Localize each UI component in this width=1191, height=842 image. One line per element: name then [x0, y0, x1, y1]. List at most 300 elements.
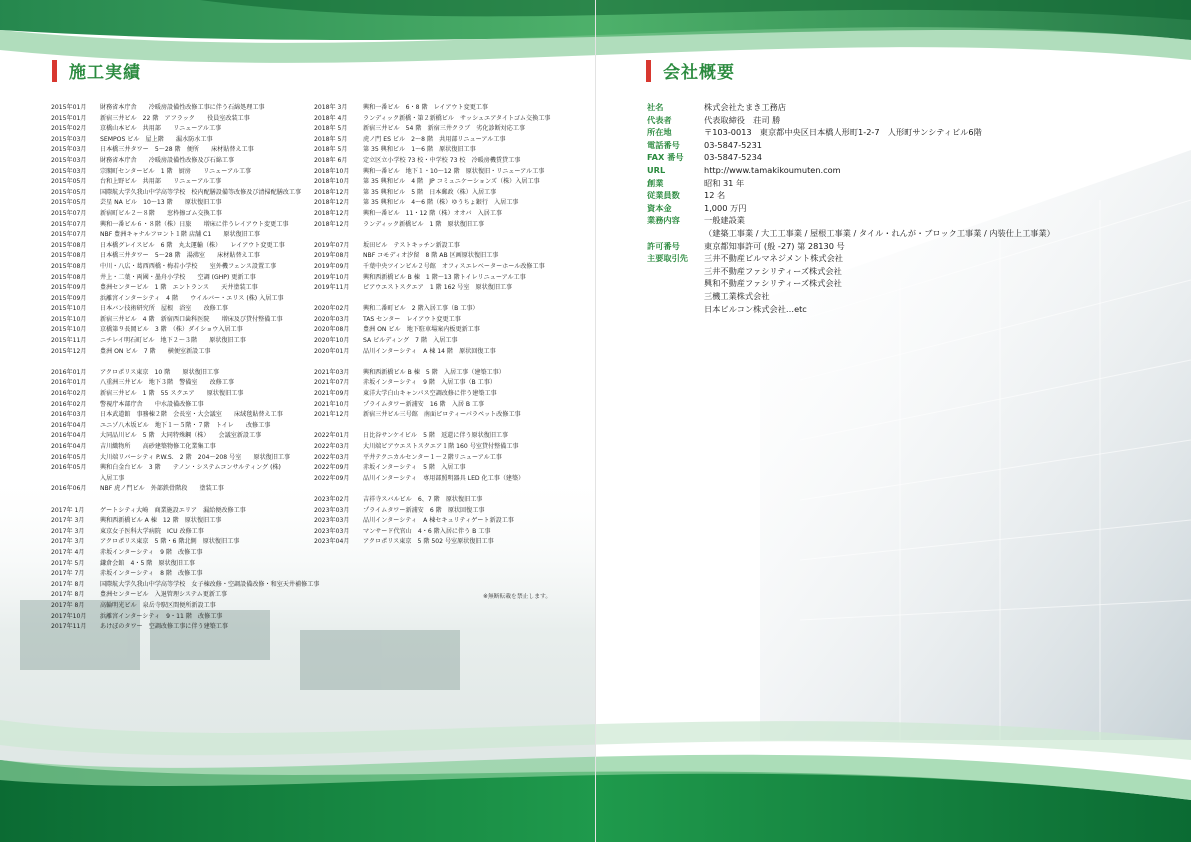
works-list-item — [314, 209, 550, 220]
works-date: 2015年05月 — [51, 188, 87, 196]
company-profile-row — [647, 101, 1055, 114]
works-list-item — [314, 474, 550, 485]
works-list-item — [314, 389, 550, 400]
works-list-item — [314, 315, 550, 326]
works-list-item — [51, 516, 319, 527]
company-profile-label: 主要取引先 — [647, 253, 688, 264]
works-list-item — [51, 283, 319, 294]
works-description: 芸星 NA ビル 10～13 階 原状復旧工事 — [100, 199, 222, 207]
works-list-item — [314, 325, 550, 336]
works-description: 京橋山本ビル 共用部 リニューアル工事 — [100, 125, 222, 133]
works-description: アクロポリス東京 5 階・6 階北側 原状復旧工事 — [100, 538, 240, 546]
works-description: 中川・八広・葛西西橋・梅若小学校 室外機フェンス設置工事 — [100, 262, 277, 270]
works-date: 2015年10月 — [51, 315, 87, 323]
works-date: 2021年10月 — [314, 400, 350, 408]
company-profile-value-line: 12 名 — [704, 190, 726, 201]
works-date: 2020年01月 — [314, 347, 350, 355]
works-date: 2017年 8月 — [51, 601, 85, 609]
works-list-item — [314, 506, 550, 517]
company-profile-value — [704, 240, 845, 253]
works-description: 品川インターシティ 専用部照明器具 LED 化工事（建築） — [363, 474, 525, 482]
company-profile-label: 社名 — [647, 102, 664, 112]
works-description: 品川インターシティ A 棟 14 階 原状回復工事 — [363, 347, 496, 355]
works-list-item — [314, 453, 550, 464]
works-description: 第 35 興和ビル 1～6 階 原状復旧工事 — [363, 146, 476, 154]
works-date: 2018年 5月 — [314, 135, 348, 143]
works-date: 2018年12月 — [314, 220, 350, 228]
company-profile-value — [704, 114, 780, 127]
works-list-item — [314, 527, 550, 538]
works-date: 2015年07月 — [51, 231, 87, 239]
works-description: 興和一番ビル 11・12 階（株）オオバ 入居工事 — [363, 209, 503, 217]
works-list-item — [314, 537, 550, 548]
works-date: 2015年03月 — [51, 167, 87, 175]
works-description: ランディック新橋ビル 1 階 原状復旧工事 — [363, 220, 485, 228]
works-date: 2022年03月 — [314, 453, 350, 461]
company-profile-label: 代表者 — [647, 114, 672, 125]
works-date: 2017年 3月 — [51, 527, 85, 535]
works-list-item — [51, 612, 319, 623]
company-profile-value — [704, 202, 746, 215]
works-date: 2019年09月 — [314, 262, 350, 270]
works-date: 2020年10月 — [314, 337, 350, 345]
works-list-column-2 — [314, 103, 550, 548]
works-date: 2016年06月 — [51, 485, 87, 493]
works-list-item — [51, 463, 319, 474]
works-description: 日本バン技術研究所 屋根 浴室 改修工事 — [100, 305, 228, 313]
works-list-item — [51, 230, 319, 241]
works-description: NBF コモディオ汐留 8 階 AB 区画原状復旧工事 — [363, 252, 499, 260]
company-profile-value-line: 代表取締役 荘司 勝 — [704, 114, 781, 125]
works-list-item — [51, 580, 319, 591]
works-description: 国際航大学久我山中学高等学校 校内配膳設備等改修及び清掃配膳改工事 — [100, 188, 302, 196]
works-list-item — [51, 304, 319, 315]
works-description: 千葉中央ツインビル２号館 オフィスエレベーターホール改修工事 — [363, 262, 545, 270]
works-list-item — [51, 262, 319, 273]
works-list-item — [314, 516, 550, 527]
company-profile-label: 創業 — [647, 177, 664, 188]
company-profile-value-line: 株式会社たまき工務店 — [704, 102, 786, 112]
copyright-note: ※無断転載を禁止します。 — [483, 594, 552, 600]
works-list-item — [51, 559, 319, 570]
works-list-item — [51, 601, 319, 612]
company-profile-value-line: 東京都知事許可 (般 -27) 第 28130 号 — [704, 240, 845, 251]
works-description: 新宿三井ビル 54 階 新宿三井クラブ 劣化診断対応工事 — [363, 125, 526, 133]
works-description: SEMPOS ビル 屋上階 漏水防水工事 — [100, 135, 213, 143]
works-description: 財務省本庁舎 冷暖房設備性改修及び石綿工事 — [100, 156, 235, 164]
works-list-item — [314, 368, 550, 379]
works-list-item — [314, 400, 550, 411]
works-date: 2020年08月 — [314, 326, 350, 334]
works-list-item — [314, 188, 550, 199]
works-date: 2015年10月 — [51, 326, 87, 334]
works-list-item — [314, 283, 550, 294]
works-description: 平井テクニカルセンター１～２階リニューアル工事 — [363, 453, 502, 461]
works-description: アクロポリス東京 10 階 原状復旧工事 — [100, 368, 220, 376]
works-list-item — [51, 124, 319, 135]
works-date: 2015年05月 — [51, 178, 87, 186]
works-list-item — [314, 304, 550, 315]
works-date: 2016年02月 — [51, 390, 87, 398]
works-date: 2023年02月 — [314, 495, 350, 503]
works-description: プライムタワー新浦安 6 階 原状回復工事 — [363, 506, 485, 514]
works-date: 2017年 5月 — [51, 559, 85, 567]
list-spacer — [51, 495, 319, 506]
company-profile-value-line: 興和不動産ファシリティーズ株式会社 — [704, 278, 842, 289]
company-profile-value-line: 〒103-0013 東京都中央区日本橋人形町1-2-7 人形町サンシティビル6階 — [704, 127, 982, 138]
company-profile-value-line: http://www.tamakikoumuten.com — [704, 164, 841, 175]
works-description: 井上・二葉・両國・墨舟小学校 空調 (GHP) 更新工事 — [100, 273, 256, 281]
works-list-item — [51, 537, 319, 548]
works-list-item — [51, 622, 319, 633]
works-description: 日比谷サンケイビル 5 階 返還に伴う原状復旧工事 — [363, 432, 509, 440]
works-description: 東京女子医科大学病院 ICU 改修工事 — [100, 527, 204, 535]
works-list-item — [51, 103, 319, 114]
works-description: 豊洲 ON ビル 7 階 横便室新設工事 — [100, 347, 211, 355]
company-profile-label: FAX 番号 — [647, 152, 684, 163]
works-date: 2018年10月 — [314, 167, 350, 175]
works-description: 新宿町ビル２～８階 窓枠擦ゴム交換工事 — [100, 209, 222, 217]
works-description: マンサード代官山 4・6 階入居に伴う B 工事 — [363, 527, 491, 535]
company-profile-value-line: 03-5847-5234 — [704, 152, 763, 163]
works-date: 2015年11月 — [51, 337, 87, 345]
works-list-item — [51, 198, 319, 209]
works-list-item — [51, 325, 319, 336]
works-date: 2021年12月 — [314, 411, 350, 419]
works-description: 興和一番ビル 地下１・10～12 階 原状復旧・リニューアル工事 — [363, 167, 545, 175]
company-profile-label: 従業員数 — [647, 190, 680, 201]
heading-marker — [646, 60, 651, 82]
works-description: 新宿三井ビル三号館 南面ピロティーパラペット改修工事 — [363, 411, 521, 419]
works-date: 2018年12月 — [314, 209, 350, 217]
works-description: 興和西新橋ビル A 棟 12 階 原状復旧工事 — [100, 517, 222, 525]
works-date: 2017年 3月 — [51, 538, 85, 546]
works-date: 2017年 7月 — [51, 570, 85, 578]
company-profile-label: 電話番号 — [647, 139, 680, 150]
company-profile-row — [647, 114, 1055, 127]
works-description: 興和白金台ビル 3 階 テノン・システムコンサルティング (株) — [100, 464, 281, 472]
works-list-item — [51, 347, 319, 358]
company-profile-value-line: 三機工業株式会社 — [704, 290, 770, 301]
works-list-item — [314, 198, 550, 209]
works-date: 2015年03月 — [51, 135, 87, 143]
works-date: 2019年07月 — [314, 241, 350, 249]
company-profile-value — [704, 164, 841, 177]
works-description: あけぼのタワー 空調改修工事に伴う建築工事 — [100, 623, 228, 631]
list-spacer — [314, 294, 550, 305]
works-list-item — [51, 569, 319, 580]
works-date: 2022年09月 — [314, 474, 350, 482]
works-date: 2015年08月 — [51, 262, 87, 270]
heading-marker — [52, 60, 57, 82]
works-date: 2017年 8月 — [51, 580, 85, 588]
list-spacer — [314, 421, 550, 432]
works-date: 2016年01月 — [51, 368, 87, 376]
works-list-item — [314, 135, 550, 146]
works-date: 2018年 4月 — [314, 114, 348, 122]
works-description: 興和一番ビル６・８階（株）日旅 増床に伴うレイアウト変更工事 — [100, 220, 289, 228]
company-profile-label: 許可番号 — [647, 240, 680, 251]
works-description: 豊洲センタービル 入退管理システム更新工事 — [100, 591, 228, 599]
works-list-item — [51, 378, 319, 389]
works-description: 第 35 興和ビル 5 階 日本郵政（株）入居工事 — [363, 188, 497, 196]
works-description: 京橋第９長岡ビル 3 階 （株）ダイショウ入居工事 — [100, 326, 243, 334]
works-heading — [52, 58, 141, 83]
works-description: ピアウエストスクエア 1 階 162 号室 原状復旧工事 — [363, 284, 513, 292]
works-date: 2015年09月 — [51, 294, 87, 302]
company-profile-value-line: 1,000 万円 — [704, 202, 747, 213]
works-date: 2022年03月 — [314, 443, 350, 450]
works-date: 2023年03月 — [314, 527, 350, 535]
works-description: ニチレイ明石町ビル 地下２～３階 原状復旧工事 — [100, 337, 246, 345]
company-profile-value — [704, 189, 725, 202]
works-date: 2017年11月 — [51, 623, 87, 631]
works-list-item — [314, 336, 550, 347]
works-date: 2015年01月 — [51, 104, 87, 111]
works-list-item — [51, 209, 319, 220]
works-date: 2016年04月 — [51, 432, 87, 440]
works-date: 2017年 1月 — [51, 506, 85, 514]
works-description: 第 35 興和ビル 4 階 JP コミュニケーションズ（株）入居工事 — [363, 178, 540, 186]
works-list-item — [314, 378, 550, 389]
company-profile-row — [647, 151, 1055, 164]
works-list-item — [51, 294, 319, 305]
works-description: NBF 虎ノ門ビル 外部鉄骨階段 塗装工事 — [100, 485, 224, 493]
works-date: 2019年11月 — [314, 284, 350, 292]
works-list-item — [51, 167, 319, 178]
works-description: 興和二番町ビル 2 階入居工事（B 工事） — [363, 305, 479, 313]
works-description: 新宿三井ビル 4 階 新宿西口歯科医院 増床及び貸付整備工事 — [100, 315, 283, 323]
works-date: 2018年12月 — [314, 199, 350, 207]
works-description: 日本橋グレイスビル 6 階 丸太運輸（株） レイアウト変更工事 — [100, 241, 285, 249]
works-description: 警視庁本部庁舎 中水設備改修工事 — [100, 400, 204, 408]
company-profile-row — [647, 139, 1055, 152]
works-date: 2019年08月 — [314, 252, 350, 260]
works-list-item — [314, 431, 550, 442]
works-list-item — [51, 474, 319, 485]
works-list-item — [314, 124, 550, 135]
works-description: プライムタワー新浦安 16 階 入居 B 工事 — [363, 400, 485, 408]
works-list-item — [51, 188, 319, 199]
works-date: 2016年01月 — [51, 379, 87, 387]
company-profile-value — [704, 139, 762, 152]
works-date: 2018年 5月 — [314, 125, 348, 133]
works-description: 坂田ビル テストキッチン新設工事 — [363, 241, 460, 249]
company-profile-row — [647, 202, 1055, 215]
works-description: NBF 豊洲キャナルフロント１階 店舗 C1 原状復旧工事 — [100, 231, 260, 239]
works-description: 興和一番ビル 6・8 階 レイアウト変更工事 — [363, 104, 488, 111]
works-list-item — [51, 368, 319, 379]
company-heading-text: 会社概要 — [663, 63, 735, 83]
company-profile-value-line: 03-5847-5231 — [704, 139, 763, 150]
works-description: 日本橋三井タワー 5～28 階 湯沸室 床材貼替え工事 — [100, 252, 260, 260]
works-description: ランディック新橋・第２新橋ビル サッシュエアタイトゴム交換工事 — [363, 114, 551, 122]
company-profile-label: 資本金 — [647, 202, 672, 213]
company-profile-value-line: 昭和 31 年 — [704, 177, 745, 188]
works-date: 2020年02月 — [314, 305, 350, 313]
works-description: 大同品川ビル 5 階 大同特殊鋼（株） 会議室新設工事 — [100, 432, 262, 440]
works-date: 2015年08月 — [51, 241, 87, 249]
works-description: 赤坂インターシティ 9 階 入居工事（B 工事） — [363, 379, 496, 387]
works-list-item — [314, 177, 550, 188]
works-date: 2021年07月 — [314, 379, 350, 387]
company-profile-row — [647, 240, 1055, 253]
works-description: 鎌倉会館 4・5 階 原状復旧工事 — [100, 559, 196, 567]
works-list-item — [51, 251, 319, 262]
list-spacer — [314, 357, 550, 368]
company-profile-row — [647, 252, 1055, 315]
works-list-item — [51, 241, 319, 252]
works-list-item — [314, 241, 550, 252]
works-description: 国際航大学久我山中学高等学校 女子棟改修・空調設備改修・和室天井補修工事 — [100, 580, 320, 588]
works-description: 赤坂インターシティ 9 階 改修工事 — [100, 548, 203, 556]
works-list-item — [51, 220, 319, 231]
works-date: 2015年02月 — [51, 125, 87, 133]
works-date: 2015年07月 — [51, 209, 87, 217]
works-date: 2015年03月 — [51, 146, 87, 154]
works-description: 吉川織物所 高砂建築物修工化業集工事 — [100, 443, 216, 450]
works-list-item — [51, 145, 319, 156]
works-date — [51, 474, 100, 485]
works-list-item — [314, 156, 550, 167]
works-description: 品川インターシティ A 棟セキュリティゲート新設工事 — [363, 517, 514, 525]
company-profile-value — [704, 252, 843, 315]
works-date: 2016年05月 — [51, 464, 87, 472]
works-description: アクロポリス東京 5 階 502 号室原状復旧工事 — [363, 538, 494, 546]
works-list-column-1 — [51, 103, 319, 633]
works-list-item — [314, 220, 550, 231]
works-list-item — [51, 135, 319, 146]
works-description: 新宿三井ビル 1 階 55 スクエア 原状復旧工事 — [100, 390, 244, 398]
works-date: 2017年 8月 — [51, 591, 85, 599]
company-profile-row — [647, 214, 1055, 239]
works-description: 赤坂インターシティ 8 階 改修工事 — [100, 570, 203, 578]
company-profile-row — [647, 164, 1055, 177]
works-date: 2023年04月 — [314, 538, 350, 546]
works-list-item — [51, 177, 319, 188]
works-description: 吉祥寺スバルビル 6、7 階 原状復旧工事 — [363, 495, 483, 503]
works-date: 2023年03月 — [314, 506, 350, 514]
works-heading-text: 施工実績 — [69, 63, 141, 83]
works-list-item — [51, 273, 319, 284]
works-date: 2022年01月 — [314, 432, 350, 440]
works-date: 2015年09月 — [51, 284, 87, 292]
works-date: 2018年10月 — [314, 178, 350, 186]
works-description: 財務省本庁舎 冷暖房設備性改修工事に伴う石綿処理工事 — [100, 104, 265, 111]
works-description: ユニゾ八木坂ビル 地下１～５階・７階 トイレ 改修工事 — [100, 421, 271, 429]
works-description: 入居工事 — [100, 474, 125, 482]
works-list-item — [51, 506, 319, 517]
works-date: 2020年03月 — [314, 315, 350, 323]
works-description: 定立区立小学校 73 校・中学校 73 校 冷暖房機賃貸工事 — [363, 156, 521, 164]
company-profile-value — [704, 101, 786, 114]
works-date: 2019年10月 — [314, 273, 350, 281]
works-date: 2016年02月 — [51, 400, 87, 408]
works-description: 興和西新橋ビル B 棟 1 階～13 階トイレリニューアル工事 — [363, 273, 526, 281]
works-description: 虎ノ門 ES ビル 2～8 階 共用部リニューアル工事 — [363, 135, 506, 143]
works-description: 豊洲 ON ビル 地下駐車場案内板更新工事 — [363, 326, 480, 334]
works-description: 豊洲センタービル 1 階 エントランス 天井塗装工事 — [100, 284, 258, 292]
works-description: ゲートシティ大崎 商業施設エリア 漏給便改修工事 — [100, 506, 246, 514]
company-profile-value-line: 一般建設業 — [704, 215, 745, 226]
works-description: 東洋大学白山キャンパス空調改修に伴う建築工事 — [363, 390, 497, 398]
works-date: 2015年08月 — [51, 252, 87, 260]
works-list-item — [314, 145, 550, 156]
list-spacer — [314, 230, 550, 241]
works-description: SA ビルディング 7 階 入居工事 — [363, 337, 458, 345]
works-date: 2018年 3月 — [314, 104, 348, 111]
works-description: 八重洲三井ビル 地下３階 警備室 改修工事 — [100, 379, 235, 387]
works-description: TAS センター レイアウト変更工事 — [363, 315, 461, 323]
works-description: 浜離宮インターシティ 4 階 ウイルバー・エリス (株) 入居工事 — [100, 294, 284, 302]
works-list-item — [51, 484, 319, 495]
works-description: 宗閣町センタービル 1 階 厨房 リニューアル工事 — [100, 167, 252, 175]
works-description: 浜離宮インターシティ 9・11 階 改修工事 — [100, 612, 223, 620]
list-spacer — [51, 357, 319, 368]
works-list-item — [51, 315, 319, 326]
works-description: 高輪明光ビル 泉岳寺駅区間便所新設工事 — [100, 601, 216, 609]
company-profile-value-line: （建築工事業 / 大工工事業 / 屋根工事業 / タイル・れんが・ブロック工事業 / 内装仕上工事業） — [704, 227, 1055, 238]
works-date: 2022年09月 — [314, 464, 350, 472]
works-list-item — [51, 590, 319, 601]
works-date: 2018年12月 — [314, 188, 350, 196]
works-description: 新宿三井ビル 22 階 アフラック 役員室改装工事 — [100, 114, 250, 122]
works-date: 2018年 5月 — [314, 146, 348, 154]
company-profile-value — [704, 151, 762, 164]
company-profile-table — [647, 101, 1055, 315]
company-profile-value — [704, 177, 744, 190]
works-date: 2017年10月 — [51, 612, 87, 620]
works-list-item — [51, 453, 319, 464]
company-heading — [646, 58, 735, 83]
works-list-item — [51, 421, 319, 432]
works-date: 2016年03月 — [51, 411, 87, 419]
works-list-item — [314, 273, 550, 284]
works-list-item — [51, 400, 319, 411]
works-list-item — [314, 347, 550, 358]
works-date: 2021年09月 — [314, 390, 350, 398]
works-list-item — [314, 103, 550, 114]
works-date: 2015年03月 — [51, 156, 87, 164]
works-list-item — [314, 442, 550, 453]
company-profile-row — [647, 189, 1055, 202]
works-description: 興和西新橋ビル B 棟 5 階 入居工事（建築工事） — [363, 368, 505, 376]
company-profile-value-line: 三井不動産ファシリティーズ株式会社 — [704, 265, 842, 276]
works-date: 2023年03月 — [314, 517, 350, 525]
company-profile-value — [704, 126, 982, 139]
company-profile-label: URL — [647, 164, 666, 175]
works-date: 2015年10月 — [51, 305, 87, 313]
company-profile-value-line: 三井不動産ビルマネジメント株式会社 — [704, 253, 843, 264]
works-date: 2017年 4月 — [51, 548, 85, 556]
works-description: 日本橋三井タワー 5～28 階 便所 床材貼替え工事 — [100, 146, 254, 154]
works-list-item — [314, 410, 550, 421]
works-list-item — [314, 463, 550, 474]
works-date: 2016年04月 — [51, 421, 87, 429]
works-list-item — [51, 431, 319, 442]
works-list-item — [51, 389, 319, 400]
works-date: 2015年12月 — [51, 347, 87, 355]
list-spacer — [314, 484, 550, 495]
works-list-item — [314, 262, 550, 273]
company-profile-value — [704, 214, 1055, 239]
works-date: 2015年05月 — [51, 199, 87, 207]
works-description: 日本武道館 事務棟２階 会長室・大会議室 床絨毯貼替え工事 — [100, 411, 283, 419]
works-list-item — [51, 336, 319, 347]
company-profile-row — [647, 126, 1055, 139]
company-profile-value-line: 日本ビルコン株式会社…etc — [704, 303, 807, 314]
works-list-item — [51, 410, 319, 421]
